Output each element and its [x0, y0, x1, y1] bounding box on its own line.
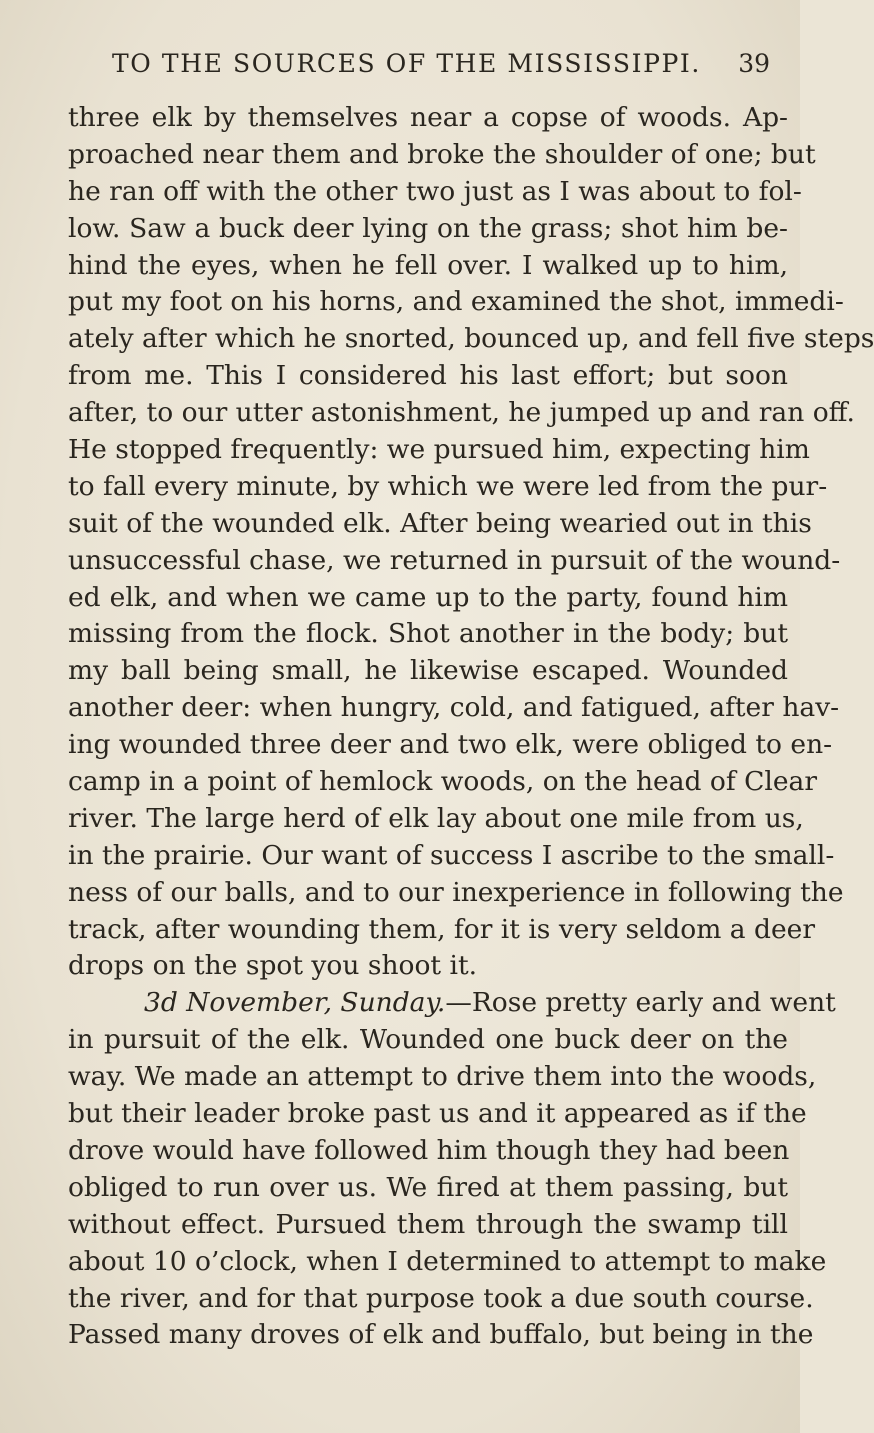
- text-line: hind the eyes, when he fell over. I walked up to him,: [68, 249, 788, 281]
- text-line: to fall every minute, by which we were led from the pur-: [68, 470, 828, 502]
- text-line: without effect. Pursued them through the swamp till: [68, 1208, 788, 1240]
- text-line: in the prairie. Our want of success I ascribe to the small-: [68, 839, 835, 871]
- entry-date: 3d November, Sunday.: [144, 987, 446, 1019]
- entry-first-line-text: —Rose pretty early and went: [445, 987, 836, 1019]
- text-line: my ball being small, he likewise escaped. Wounded: [68, 655, 788, 687]
- text-line: ing wounded three deer and two elk, were obliged to en-: [68, 729, 833, 761]
- text-line: but their leader broke past us and it appeared as if the: [68, 1098, 807, 1130]
- text-line: obliged to run over us. We fired at them passing, but: [68, 1171, 788, 1203]
- text-line: another deer: when hungry, cold, and fatigued, after hav-: [68, 692, 840, 724]
- text-line: track, after wounding them, for it is very seldom a deer: [68, 913, 815, 945]
- text-line: put my foot on his horns, and examined the shot, immedi-: [68, 286, 844, 318]
- text-line: three elk by themselves near a copse of woods. Ap-: [68, 102, 788, 133]
- text-line: he ran off with the other two just as I was about to fol-: [68, 175, 802, 207]
- text-line: unsuccessful chase, we returned in pursuit of the wound-: [68, 544, 841, 576]
- text-line: Passed many droves of elk and buffalo, but being in the: [68, 1319, 814, 1351]
- text-line: drove would have followed him though they had been: [68, 1134, 790, 1166]
- text-line: after, to our utter astonishment, he jumped up and ran off.: [68, 397, 855, 429]
- text-line: missing from the flock. Shot another in the body; but: [68, 618, 788, 650]
- text-line: suit of the wounded elk. After being wearied out in this: [68, 507, 812, 539]
- entry-first-line: [68, 985, 836, 1022]
- text-line: drops on the spot you shoot it.: [68, 950, 478, 982]
- running-title: TO THE SOURCES OF THE MISSISSIPPI.: [112, 49, 701, 78]
- text-line: He stopped frequently: we pursued him, expecting him: [68, 434, 810, 466]
- text-line: river. The large herd of elk lay about one mile from us,: [68, 802, 804, 834]
- text-line: about 10 o’clock, when I determined to attempt to make: [68, 1245, 827, 1277]
- body-text: [68, 100, 874, 1354]
- text-line: ness of our balls, and to our inexperience in following the: [68, 876, 844, 908]
- text-line: camp in a point of hemlock woods, on the head of Clear: [68, 766, 817, 798]
- text-line: ed elk, and when we came up to the party, found him: [68, 581, 788, 613]
- text-line: way. We made an attempt to drive them into the woods,: [68, 1061, 817, 1093]
- page-number: 39: [738, 49, 770, 78]
- text-line: from me. This I considered his last effort; but soon: [68, 360, 788, 392]
- text-line: low. Saw a buck deer lying on the grass; shot him be-: [68, 212, 788, 244]
- text-line: the river, and for that purpose took a due south course.: [68, 1282, 814, 1314]
- text-line: in pursuit of the elk. Wounded one buck deer on the: [68, 1024, 788, 1056]
- text-line: proached near them and broke the shoulder of one; but: [68, 138, 816, 170]
- text-line: ately after which he snorted, bounced up, and fell five steps: [68, 323, 874, 355]
- page-header: [112, 44, 780, 84]
